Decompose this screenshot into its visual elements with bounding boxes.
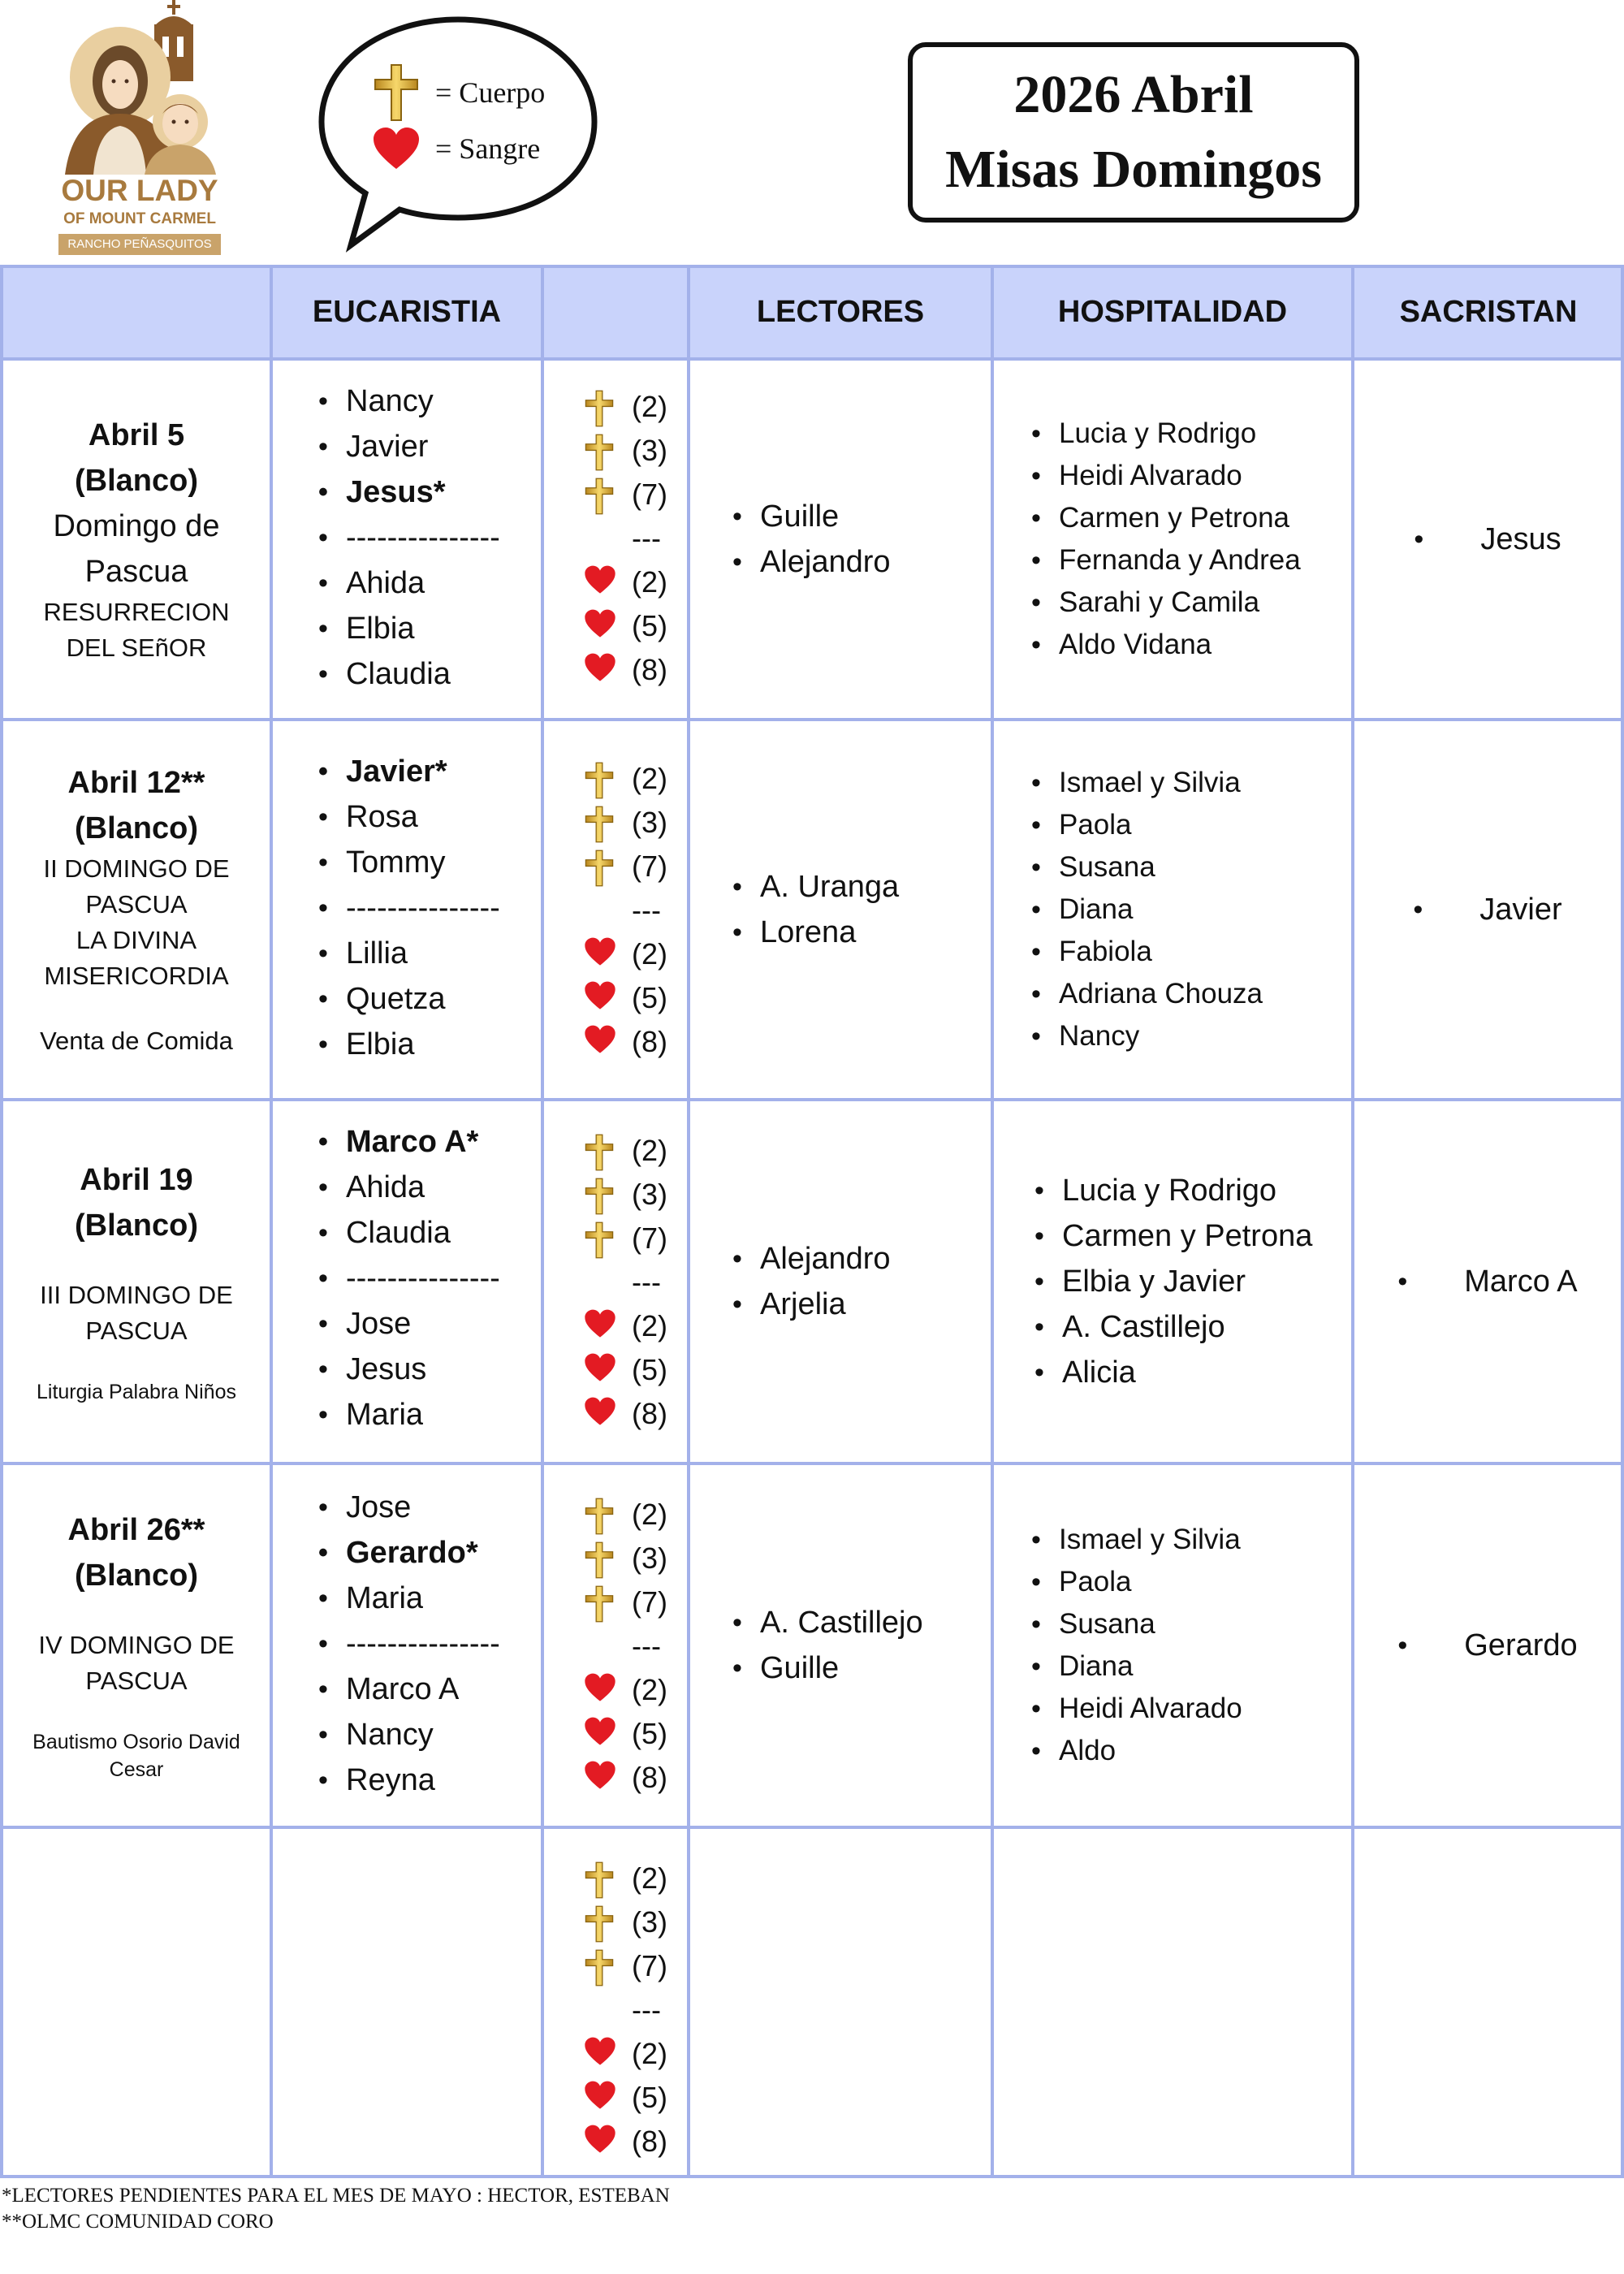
heart-icon: [583, 1397, 617, 1430]
list-item: • Lucia y Rodrigo: [1031, 413, 1301, 455]
list-item: • Jose: [318, 1485, 500, 1530]
slot-row: [542, 1129, 689, 1173]
list-item-divider: • ---------------: [318, 515, 500, 560]
heart-icon: [583, 565, 617, 594]
cross-icon: [583, 1498, 615, 1539]
heart-icon: [583, 2037, 617, 2066]
list-item: • Paola: [1031, 804, 1263, 846]
list-item: • Maria: [318, 1392, 500, 1437]
logo-subtitle: OF MOUNT CARMEL: [63, 210, 216, 227]
list-item-divider: • ---------------: [318, 1621, 500, 1667]
slot-row: [542, 1173, 689, 1217]
slot-row: [542, 976, 689, 1020]
slot-number: (7): [632, 850, 667, 883]
slot-row: [542, 1217, 689, 1260]
logo-location: RANCHO PEÑASQUITOS: [58, 234, 221, 255]
list-item: • Alejandro: [732, 539, 891, 585]
footer-note-coro: **OLMC COMUNIDAD CORO: [2, 2211, 274, 2233]
page-title: 2026 Abril: [1013, 65, 1254, 124]
heart-icon: [583, 2125, 617, 2154]
list-item: • Arjelia: [732, 1282, 891, 1327]
row-2-event: Venta de Comida: [40, 1027, 233, 1055]
row-1-date-cell: [3, 361, 270, 718]
slot-row: [542, 517, 689, 560]
slot-row: [542, 2032, 689, 2076]
bullet: •: [1397, 1629, 1408, 1661]
row-1-subtitle: Pascua: [84, 555, 188, 589]
slot-number: (5): [632, 1353, 667, 1386]
slot-row: [542, 2120, 689, 2164]
slot-row: [542, 1348, 689, 1392]
row-3-sacristan: Marco A: [1464, 1264, 1578, 1299]
cross-icon: [583, 1861, 615, 1903]
slot-number: (8): [632, 1397, 667, 1430]
cross-icon: [583, 1498, 615, 1535]
heart-icon: [583, 1025, 617, 1054]
list-item: • Nancy: [1031, 1015, 1263, 1057]
list-item: • A. Uranga: [732, 864, 899, 910]
bullet: •: [1413, 893, 1423, 925]
cross-icon: [583, 1178, 615, 1215]
row-4-liturgical-color: (Blanco): [75, 1559, 198, 1593]
row-4-sacristan-cell: [1354, 1465, 1621, 1826]
bullet: •: [1414, 523, 1424, 555]
slot-number: ---: [632, 1265, 661, 1299]
slot-row: [542, 1668, 689, 1712]
heart-icon: [583, 609, 617, 642]
slot-row: [542, 1756, 689, 1800]
row-3-slot-column: [542, 1129, 689, 1436]
grid-line: [0, 2175, 1624, 2178]
slot-row: [542, 1857, 689, 1900]
row-4-slot-column: [542, 1493, 689, 1800]
cross-icon: [583, 762, 615, 799]
row-1-hospitalidad-list: [1031, 413, 1301, 666]
list-item: • Elbia: [318, 606, 500, 651]
cross-icon: [583, 806, 615, 843]
cross-icon: [583, 1861, 615, 1899]
cross-icon: [583, 1541, 615, 1583]
list-item: • Nancy: [318, 378, 500, 424]
header-icons: [542, 265, 689, 359]
list-item: • Claudia: [318, 651, 500, 697]
cross-icon: [583, 1585, 615, 1623]
row-2-sacristan-cell: [1354, 721, 1621, 1098]
list-item: • Lucia y Rodrigo: [1034, 1168, 1312, 1213]
slot-row: [542, 604, 689, 648]
page-title-box: [908, 42, 1359, 223]
list-item: • Rosa: [318, 794, 500, 840]
list-item: • Carmen y Petrona: [1034, 1213, 1312, 1259]
list-item: • Fabiola: [1031, 931, 1263, 973]
row-2-lectores-cell: [690, 721, 991, 1098]
slot-row: [542, 1580, 689, 1624]
heart-icon: [583, 1761, 617, 1790]
list-item: • Paola: [1031, 1561, 1242, 1603]
heart-icon: [583, 2037, 617, 2070]
cross-icon: [583, 434, 615, 475]
row-1-sacristan: Jesus: [1480, 521, 1561, 556]
page-subtitle: Misas Domingos: [945, 140, 1322, 199]
row-4-feast: IV DOMINGO DE: [38, 1631, 235, 1659]
row-2-liturgical-color: (Blanco): [75, 811, 198, 845]
row-1-hospitalidad-cell: [994, 361, 1351, 718]
row-2-date: Abril 12**: [67, 766, 205, 800]
slot-number: (5): [632, 981, 667, 1014]
row-2-hospitalidad-cell: [994, 721, 1351, 1098]
list-item: • Alicia: [1034, 1350, 1312, 1395]
heart-icon: [583, 2081, 617, 2110]
slot-number: (2): [632, 937, 667, 971]
heart-icon: [583, 937, 617, 966]
row-4-hospitalidad-list: [1031, 1519, 1242, 1772]
slot-number: ---: [632, 521, 661, 555]
slot-number: (2): [632, 1498, 667, 1531]
list-item-divider: • ---------------: [318, 1256, 500, 1301]
list-item: • Adriana Chouza: [1031, 973, 1263, 1015]
slot-row: [542, 1493, 689, 1537]
heart-icon: [583, 2081, 617, 2114]
slot-number: (2): [632, 1134, 667, 1167]
slot-number: (2): [632, 1861, 667, 1895]
list-item: • Tommy: [318, 840, 500, 885]
slot-number: (7): [632, 478, 667, 511]
heart-icon: [583, 981, 617, 1014]
list-item: • Diana: [1031, 1645, 1242, 1688]
list-item: • Elbia y Javier: [1034, 1259, 1312, 1304]
slot-number: ---: [632, 1629, 661, 1662]
slot-number: (7): [632, 1585, 667, 1619]
cross-icon: [583, 850, 615, 891]
list-item: • Guille: [732, 1645, 923, 1691]
header-sacristan: SACRISTAN: [1353, 265, 1624, 359]
heart-icon: [583, 565, 617, 599]
row-2-feast: MISERICORDIA: [44, 962, 229, 990]
logo-image: [49, 0, 231, 175]
row-2-slot-column: [542, 757, 689, 1064]
list-item: • Javier: [318, 424, 500, 469]
list-item: • Sarahi y Camila: [1031, 581, 1301, 624]
slot-row: [542, 801, 689, 845]
list-item: • Guille: [732, 494, 891, 539]
cross-icon: [583, 434, 615, 471]
heart-icon: [583, 1673, 617, 1706]
row-4-lectores-cell: [690, 1465, 991, 1826]
schedule-table: [0, 265, 1624, 2178]
legend-cross-label: = Cuerpo: [435, 76, 546, 109]
heart-icon: [583, 1397, 617, 1426]
heart-icon: [583, 1353, 617, 1382]
row-3-sacristan-cell: [1354, 1101, 1621, 1462]
slot-number: (2): [632, 390, 667, 423]
cross-icon: [583, 478, 615, 519]
footer-note-lectores: *LECTORES PENDIENTES PARA EL MES DE MAYO : HECTOR, ESTEBAN: [2, 2185, 670, 2207]
heart-icon: [583, 1025, 617, 1058]
list-item: • Claudia: [318, 1210, 500, 1256]
heart-icon: [583, 1717, 617, 1746]
row-3-date-cell: [3, 1101, 270, 1462]
slot-number: (7): [632, 1221, 667, 1255]
heart-icon: [583, 1309, 617, 1338]
slot-number: (7): [632, 1949, 667, 1982]
row-4-date-cell: [3, 1465, 270, 1826]
cross-icon: [583, 1134, 615, 1175]
row-4-feast: PASCUA: [85, 1667, 188, 1695]
row-1-subtitle: Domingo de: [53, 509, 220, 543]
slot-row: [542, 1304, 689, 1348]
list-item: • Nancy: [318, 1712, 500, 1757]
row-3-lectores-list: [732, 1236, 891, 1327]
slot-number: (3): [632, 806, 667, 839]
row-2-eucaristia-list: [318, 749, 500, 1067]
list-item: • Jesus: [318, 1347, 500, 1392]
grid-line: [270, 265, 273, 2178]
list-item: • A. Castillejo: [1034, 1304, 1312, 1350]
list-item: • Susana: [1031, 846, 1263, 888]
cross-icon: [583, 1585, 615, 1627]
row-5-slot-column: [542, 1857, 689, 2164]
heart-icon: [583, 2125, 617, 2158]
bullet: •: [1397, 1265, 1408, 1297]
heart-icon: [583, 653, 617, 686]
slot-number: (3): [632, 1178, 667, 1211]
row-4-event: Bautismo Osorio David: [32, 1731, 240, 1753]
cross-icon: [583, 1905, 615, 1947]
heart-icon: [583, 1761, 617, 1794]
slot-number: (8): [632, 1025, 667, 1058]
header-date: [0, 265, 271, 359]
slot-row: [542, 473, 689, 517]
slot-number: (3): [632, 1905, 667, 1939]
slot-number: (2): [632, 2037, 667, 2070]
slot-row: [542, 1624, 689, 1668]
heart-icon: [583, 937, 617, 971]
heart-icon: [583, 1353, 617, 1386]
heart-icon: [372, 127, 421, 171]
cross-icon: [583, 1221, 615, 1259]
slot-number: (2): [632, 762, 667, 795]
row-2-hospitalidad-list: [1031, 762, 1263, 1057]
slot-row: [542, 429, 689, 473]
list-item: • Quetza: [318, 976, 500, 1022]
slot-number: (8): [632, 1761, 667, 1794]
list-item: • Susana: [1031, 1603, 1242, 1645]
header-eucaristia: EUCARISTIA: [271, 265, 542, 359]
slot-row: [542, 1988, 689, 2032]
heart-icon: [583, 1717, 617, 1750]
slot-row: [542, 560, 689, 604]
list-item: • Carmen y Petrona: [1031, 497, 1301, 539]
slot-row: [542, 1537, 689, 1580]
row-3-hospitalidad-list: [1034, 1168, 1312, 1395]
cross-icon: [372, 63, 421, 122]
slot-row: [542, 1712, 689, 1756]
list-item: • Marco A: [318, 1667, 500, 1712]
cross-icon: [583, 806, 615, 847]
list-item: • Ismael y Silvia: [1031, 1519, 1242, 1561]
row-2-feast: II DOMINGO DE: [43, 854, 230, 883]
heart-icon: [583, 1673, 617, 1702]
list-item: • Ahida: [318, 1165, 500, 1210]
heart-icon: [583, 981, 617, 1010]
list-item: • Gerardo*: [318, 1530, 500, 1576]
slot-number: ---: [632, 893, 661, 927]
header-lectores: LECTORES: [689, 265, 992, 359]
slot-row: [542, 1392, 689, 1436]
row-3-liturgical-color: (Blanco): [75, 1208, 198, 1243]
row-1-lectores-list: [732, 494, 891, 585]
list-item: • Heidi Alvarado: [1031, 1688, 1242, 1730]
list-item: • Lillia: [318, 931, 500, 976]
list-item: • Reyna: [318, 1757, 500, 1803]
slot-number: (2): [632, 1309, 667, 1342]
legend-cross: [372, 63, 545, 122]
list-item: • Maria: [318, 1576, 500, 1621]
slot-row: [542, 757, 689, 801]
list-item: • Heidi Alvarado: [1031, 455, 1301, 497]
list-item: • Aldo: [1031, 1730, 1242, 1772]
heart-icon: [583, 653, 617, 682]
list-item: • Diana: [1031, 888, 1263, 931]
cross-icon: [583, 1541, 615, 1579]
row-2-feast: PASCUA: [85, 890, 188, 919]
row-1-feast: RESURRECION: [43, 598, 230, 626]
row-3-feast: PASCUA: [85, 1316, 188, 1345]
row-4-sacristan: Gerardo: [1464, 1628, 1578, 1662]
list-item: • Fernanda y Andrea: [1031, 539, 1301, 581]
slot-row: [542, 1944, 689, 1988]
slot-number: (2): [632, 565, 667, 599]
list-item: • Ismael y Silvia: [1031, 762, 1263, 804]
cross-icon: [583, 762, 615, 803]
row-4-hospitalidad-cell: [994, 1465, 1351, 1826]
slot-row: [542, 385, 689, 429]
row-1-liturgical-color: (Blanco): [75, 464, 198, 498]
list-item: • Jesus*: [318, 469, 500, 515]
list-item: • A. Castillejo: [732, 1600, 923, 1645]
row-1-date: Abril 5: [88, 418, 185, 452]
cross-icon: [583, 390, 615, 431]
cross-icon: [583, 390, 615, 427]
cross-icon: [583, 1949, 615, 1987]
slot-number: (5): [632, 2081, 667, 2114]
row-4-eucaristia-list: [318, 1485, 500, 1803]
legend-heart-label: = Sangre: [435, 132, 541, 165]
row-4-lectores-list: [732, 1600, 923, 1691]
slot-row: [542, 2076, 689, 2120]
heart-icon: [583, 1309, 617, 1342]
slot-number: (8): [632, 2125, 667, 2158]
cross-icon: [583, 1178, 615, 1219]
legend-heart: [372, 127, 540, 171]
row-1-lectores-cell: [690, 361, 991, 718]
cross-icon: [583, 1221, 615, 1263]
slot-row: [542, 845, 689, 888]
row-3-hospitalidad-cell: [994, 1101, 1351, 1462]
row-2-lectores-list: [732, 864, 899, 955]
row-1-slot-column: [542, 385, 689, 692]
row-3-feast: III DOMINGO DE: [40, 1281, 233, 1309]
row-1-eucaristia-list: [318, 378, 500, 697]
slot-number: (3): [632, 434, 667, 467]
slot-number: (2): [632, 1673, 667, 1706]
grid-line: [0, 1826, 1624, 1829]
row-1-sacristan-cell: [1354, 361, 1621, 718]
slot-number: (8): [632, 653, 667, 686]
row-1-feast: DEL SEñOR: [66, 633, 207, 662]
list-item: • Ahida: [318, 560, 500, 606]
row-2-date-cell: [3, 721, 270, 1098]
cross-icon: [583, 850, 615, 887]
row-4-event: Cesar: [109, 1758, 164, 1781]
slot-row: [542, 1020, 689, 1064]
list-item: • Elbia: [318, 1022, 500, 1067]
slot-row: [542, 888, 689, 932]
row-3-lectores-cell: [690, 1101, 991, 1462]
cross-icon: [583, 1905, 615, 1943]
header-hospitalidad: HOSPITALIDAD: [992, 265, 1353, 359]
list-item: • Jose: [318, 1301, 500, 1347]
cross-icon: [583, 1949, 615, 1991]
row-2-feast: LA DIVINA: [76, 926, 197, 954]
logo-title: OUR LADY: [61, 174, 218, 207]
list-item: • Alejandro: [732, 1236, 891, 1282]
row-4-date: Abril 26**: [67, 1513, 205, 1547]
list-item: • Lorena: [732, 910, 899, 955]
row-3-event: Liturgia Palabra Niños: [37, 1381, 236, 1403]
row-3-eucaristia-list: [318, 1119, 500, 1437]
slot-number: (5): [632, 609, 667, 642]
heart-icon: [583, 609, 617, 638]
grid-line: [0, 265, 1624, 268]
cross-icon: [583, 478, 615, 515]
row-2-sacristan: Javier: [1479, 892, 1562, 927]
list-item-divider: • ---------------: [318, 885, 500, 931]
slot-number: ---: [632, 1993, 661, 2026]
slot-row: [542, 932, 689, 976]
slot-number: (5): [632, 1717, 667, 1750]
row-3-date: Abril 19: [80, 1163, 193, 1197]
slot-number: (3): [632, 1541, 667, 1575]
list-item: • Marco A*: [318, 1119, 500, 1165]
slot-row: [542, 1260, 689, 1304]
slot-row: [542, 648, 689, 692]
list-item: • Aldo Vidana: [1031, 624, 1301, 666]
list-item: • Javier*: [318, 749, 500, 794]
grid-line: [1621, 265, 1624, 2178]
slot-row: [542, 1900, 689, 1944]
cross-icon: [583, 1134, 615, 1171]
